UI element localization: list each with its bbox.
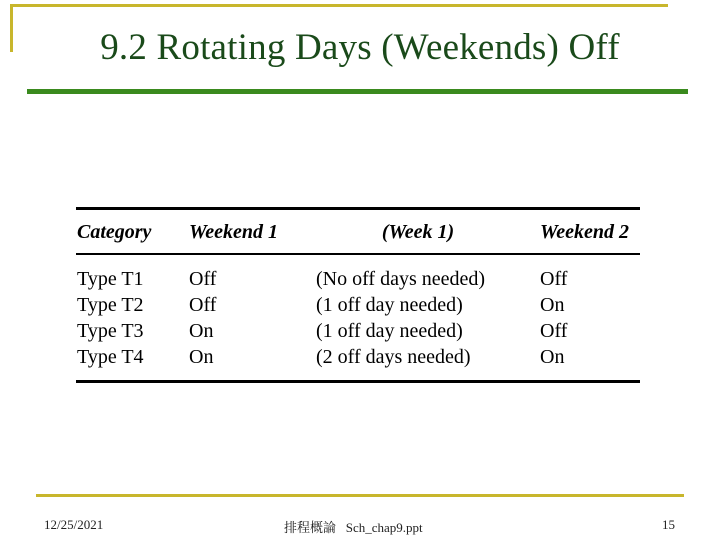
header-week-1: (Week 1) (381, 221, 455, 243)
cell-weekend-2: On (540, 345, 565, 368)
table-row (76, 344, 640, 370)
table-row (76, 292, 640, 318)
cell-weekend-1: Off (189, 293, 217, 316)
page-number: 15 (662, 517, 675, 532)
days-off-table (76, 207, 640, 383)
cell-weekend-1: On (189, 319, 214, 342)
header-weekend-2: Weekend 2 (540, 221, 630, 243)
cell-category: Type T1 (77, 267, 144, 290)
cell-category: Type T4 (77, 345, 144, 368)
footer-date: 12/25/2021 (44, 517, 104, 532)
cell-week-1: (1 off day needed) (316, 293, 463, 316)
cell-weekend-2: Off (540, 267, 568, 290)
header-weekend-1: Weekend 1 (189, 221, 279, 243)
cell-week-1: (2 off days needed) (316, 345, 471, 368)
header-category: Category (77, 221, 152, 243)
cell-category: Type T3 (77, 319, 144, 342)
cell-weekend-2: On (540, 293, 565, 316)
cell-category: Type T2 (77, 293, 144, 316)
slide-title: 9.2 Rotating Days (Weekends) Off (100, 27, 620, 68)
footer-rule (36, 494, 684, 497)
table-row (76, 318, 640, 344)
table-bottom-rule (76, 380, 640, 383)
cell-week-1: (1 off day needed) (316, 319, 463, 342)
table-header-row (76, 218, 640, 247)
cell-weekend-1: Off (189, 267, 217, 290)
cell-weekend-2: Off (540, 319, 568, 342)
cell-weekend-1: On (189, 345, 214, 368)
title-underline (27, 89, 688, 94)
table-row (76, 266, 640, 292)
cell-week-1: (No off days needed) (316, 267, 486, 290)
footer-filename: 排程概論 Sch_chap9.ppt (284, 520, 423, 535)
accent-bar-top (10, 4, 668, 7)
